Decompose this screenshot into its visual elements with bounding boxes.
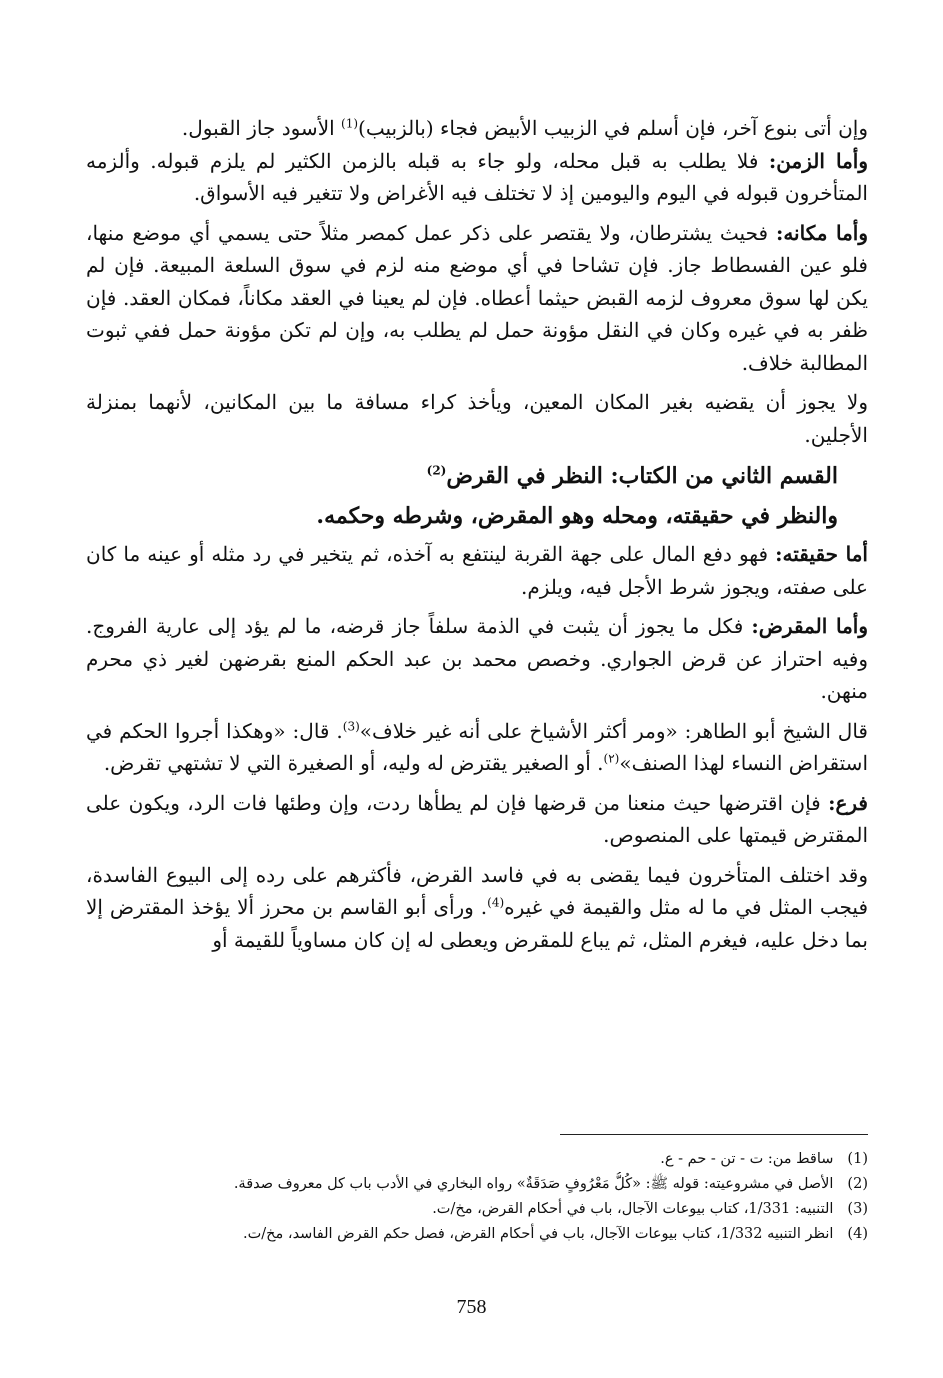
paragraph-7-text-b: . قال: «وهكذا أجروا الحكم في استقراض النساء لهذا الصنف» xyxy=(86,718,868,775)
paragraph-8-text: فإن اقترضها حيث منعنا من قرضها فإن لم يطأها ردت، وإن وطئها فات الرد، ويكون على المقترض قيمتها على المنصوص. xyxy=(86,790,868,847)
paragraph-4 xyxy=(86,386,868,451)
footnote-ref-1[interactable]: (1) xyxy=(341,116,359,131)
paragraph-1 xyxy=(86,112,868,210)
footnote-text: التنبيه: 1/331، كتاب بيوعات الآجال، باب في أحكام القرض، مخ/ت. xyxy=(432,1201,834,1217)
footnote-ref-inline[interactable]: (٢) xyxy=(603,751,620,766)
paragraph-6-lead: وأما المقرض: xyxy=(751,614,868,638)
footnote-4 xyxy=(86,1222,868,1247)
paragraph-6-text: فكل ما يجوز أن يثبت في الذمة سلفاً جاز قرضه، ما لم يؤد إلى عارية الفروج. وفيه احتراز عن قرض الجواري. وخصص محمد بن عبد الحكم المنع بقرضهن لغير ذي محرم منهن. xyxy=(86,614,868,703)
footnote-text: الأصل في مشروعيته: قوله ﷺ: «كُلُّ مَعْرُوفٍ صَدَقَةٌ» رواه البخاري في الأدب باب كل معروف صدقة. xyxy=(233,1176,834,1192)
paragraph-4-text: ولا يجوز أن يقضيه بغير المكان المعين، ويأخذ كراء مسافة ما بين المكانين، لأنهما بمنزلة الأجلين. xyxy=(86,390,868,447)
footnote-number: (3) xyxy=(847,1201,868,1217)
section-heading xyxy=(86,458,868,494)
paragraph-3-lead: وأما مكانه: xyxy=(775,220,868,245)
section-heading-text: القسم الثاني من الكتاب: النظر في القرض xyxy=(446,463,838,489)
footnote-ref-4[interactable]: (4) xyxy=(487,895,505,910)
footnote-ref-3[interactable]: (3) xyxy=(342,718,360,733)
footnote-2 xyxy=(86,1172,868,1197)
paragraph-3 xyxy=(86,217,868,380)
paragraph-8 xyxy=(86,787,868,852)
paragraph-5 xyxy=(86,538,868,603)
paragraph-6 xyxy=(86,610,868,708)
footnote-3 xyxy=(86,1197,868,1222)
footnote-number: (2) xyxy=(847,1176,868,1192)
section-subheading: والنظر في حقيقته، ومحله وهو المقرض، وشرطه وحكمه. xyxy=(316,503,838,529)
footnote-1 xyxy=(86,1147,868,1172)
paragraph-2-text: فلا يطلب به قبل محله، ولو جاء به قبله بالزمن الكثير لم يلزم قبوله. وألزمه المتأخرون قبوله في اليوم واليومين إذ لا تختلف فيه الأغراض ولا تتغير فيه الأسواق. xyxy=(86,148,868,205)
footnotes xyxy=(86,1147,868,1247)
paragraph-9 xyxy=(86,859,868,957)
paragraph-1-end: الأسود جاز القبول. xyxy=(181,116,342,140)
paragraph-5-lead: أما حقيقته: xyxy=(775,542,868,566)
paragraph-7 xyxy=(86,715,868,780)
footnote-number: (4) xyxy=(847,1226,868,1242)
paragraph-8-lead: فرع: xyxy=(828,790,868,815)
paragraph-5-text: فهو دفع المال على جهة القربة لينتفع به آخذه، ثم يتخير في رد مثله أو عينه ما كان على صفته، ويجوز شرط الأجل فيه، ويلزم. xyxy=(86,542,868,599)
paragraph-9-text-a: وقد اختلف المتأخرون فيما يقضى به في فاسد القرض، فأكثرهم على رده إلى البيوع الفاسدة، فيجب المثل في ما له مثل والقيمة في غيره xyxy=(86,862,869,919)
page-number: 758 xyxy=(456,1296,487,1318)
paragraph-7-text-a: قال الشيخ أبو الطاهر: «ومر أكثر الأشياخ على أنه غير خلاف» xyxy=(359,718,868,743)
main-text xyxy=(86,112,868,963)
footnote-text: انظر التنبيه 1/332، كتاب بيوعات الآجال، باب في أحكام القرض، فصل حكم القرض الفاسد، مخ/ت. xyxy=(243,1226,834,1242)
paragraph-9-text-b: . ورأى أبو القاسم بن محرز ألا يؤخذ المقترض إلا بما دخل عليه، فيغرم المثل، ثم يباع للمقرض ويعطى له إن كان مساوياً للقيمة أو xyxy=(86,895,868,952)
paragraph-7-text-c: . أو الصغير يقترض له وليه، أو الصغيرة التي لا تشتهي تقرض. xyxy=(103,751,604,775)
footnote-divider xyxy=(560,1134,868,1135)
paragraph-3-text: فحيث يشترطان، ولا يقتصر على ذكر عمل كمصر مثلاً حتى يسمي أي موضع منها، فلو عين الفسطاط جاز. فإن تشاحا في أي موضع منه لزم في سوق السلعة المبيعة. فإن لم يكن لها سوق معروف لزمه القبض حيثما أعطاه. فإن لم يعينا في العقد مكاناً، فمكان العقد. فإن ظفر به في غيره وكان في النقل مؤونة حمل لم يطلب به، وإن لم تكن مؤونة حمل ففي ثبوت المطالبة خلاف. xyxy=(86,220,868,375)
footnote-ref-2[interactable]: (2) xyxy=(426,463,447,478)
footnote-number: (1) xyxy=(847,1151,868,1167)
paragraph-1-text: وإن أتى بنوع آخر، فإن أسلم في الزبيب الأبيض فجاء (بالزبيب) xyxy=(358,116,868,140)
paragraph-2-lead: وأما الزمن: xyxy=(768,148,868,173)
footnote-text: ساقط من: ت - تن - حم - ع. xyxy=(660,1151,834,1167)
